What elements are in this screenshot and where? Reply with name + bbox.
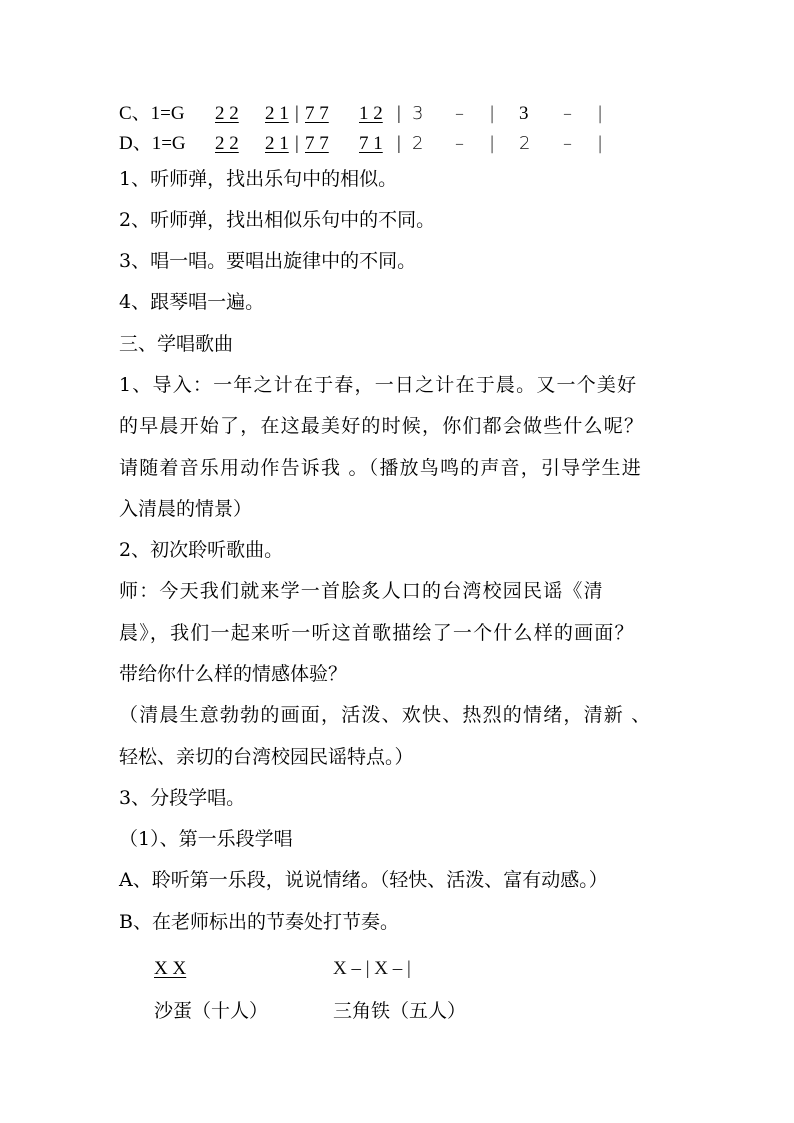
dash: – bbox=[563, 133, 572, 154]
bar-line: | bbox=[397, 133, 401, 154]
rhythm-notes-left: X X bbox=[154, 958, 187, 979]
note-group: 2 2 bbox=[215, 103, 239, 124]
note: 2 bbox=[519, 133, 531, 154]
rhythm-notes-right: X – | X – | bbox=[333, 958, 411, 979]
step-line: 1、听师弹，找出乐句中的相似。 bbox=[119, 168, 398, 190]
step-line: 2、初次聆听歌曲。 bbox=[119, 539, 284, 561]
step-line: 4、跟琴唱一遍。 bbox=[119, 291, 265, 313]
paragraph-line: 请随着音乐用动作告诉我 。（播放鸟鸣的声音，引导学生进 bbox=[119, 457, 642, 479]
note-group: 7 1 bbox=[359, 133, 383, 154]
dash: – bbox=[563, 103, 572, 124]
note-group: 7 7 bbox=[305, 103, 329, 124]
notation-label: C、1=G bbox=[119, 103, 185, 124]
note-group: 1 2 bbox=[359, 103, 383, 124]
paragraph-line: 师：今天我们就来学一首脍炙人口的台湾校园民谣《清 bbox=[119, 580, 604, 602]
instrument-label-right: 三角铁（五人） bbox=[333, 1000, 467, 1022]
step-line: 3、分段学唱。 bbox=[119, 787, 246, 809]
note: 3 bbox=[519, 103, 529, 124]
step-line: B、在老师标出的节奏处打节奏。 bbox=[119, 911, 399, 933]
paragraph-line: 1、导入：一年之计在于春，一日之计在于晨。又一个美好 bbox=[119, 374, 638, 396]
bar-line: | bbox=[597, 103, 604, 124]
step-line: 3、唱一唱。要唱出旋律中的不同。 bbox=[119, 250, 417, 272]
bar-line: | bbox=[295, 133, 299, 154]
bar-line: | bbox=[597, 133, 604, 154]
note-group: 2 1 bbox=[265, 133, 289, 154]
bar-line: | bbox=[397, 103, 401, 124]
instrument-label-left: 沙蛋（十人） bbox=[154, 1000, 269, 1022]
note-group: 2 2 bbox=[215, 133, 239, 154]
paragraph-line: 的早晨开始了，在这最美好的时候，你们都会做些什么呢？ bbox=[119, 415, 645, 437]
paragraph-line: 晨》，我们一起来听一听这首歌描绘了一个什么样的画面？ bbox=[119, 622, 635, 644]
paragraph-line: 轻松、亲切的台湾校园民谣特点。） bbox=[119, 746, 414, 768]
paragraph-line: 入清晨的情景） bbox=[119, 498, 253, 520]
note-group: 2 1 bbox=[265, 103, 289, 124]
section-heading: 三、学唱歌曲 bbox=[119, 333, 234, 355]
step-line: 2、听师弹，找出相似乐句中的不同。 bbox=[119, 209, 436, 231]
notation-label: D、1=G bbox=[119, 133, 186, 154]
note: 3 bbox=[412, 103, 424, 124]
sub-heading: （1）、第一乐段学唱 bbox=[119, 828, 293, 850]
dash: – bbox=[455, 103, 464, 124]
dash: – bbox=[455, 133, 464, 154]
bar-line: | bbox=[295, 103, 299, 124]
bar-line: | bbox=[489, 103, 496, 124]
paragraph-line: 带给你什么样的情感体验？ bbox=[119, 663, 348, 685]
step-line: A、聆听第一乐段，说说情绪。（轻快、活泼、富有动感。） bbox=[119, 869, 608, 891]
note-group: 7 7 bbox=[305, 133, 329, 154]
note: 2 bbox=[412, 133, 424, 154]
bar-line: | bbox=[489, 133, 496, 154]
paragraph-line: （清晨生意勃勃的画面，活泼、欢快、热烈的情绪，清新 、 bbox=[119, 704, 652, 726]
